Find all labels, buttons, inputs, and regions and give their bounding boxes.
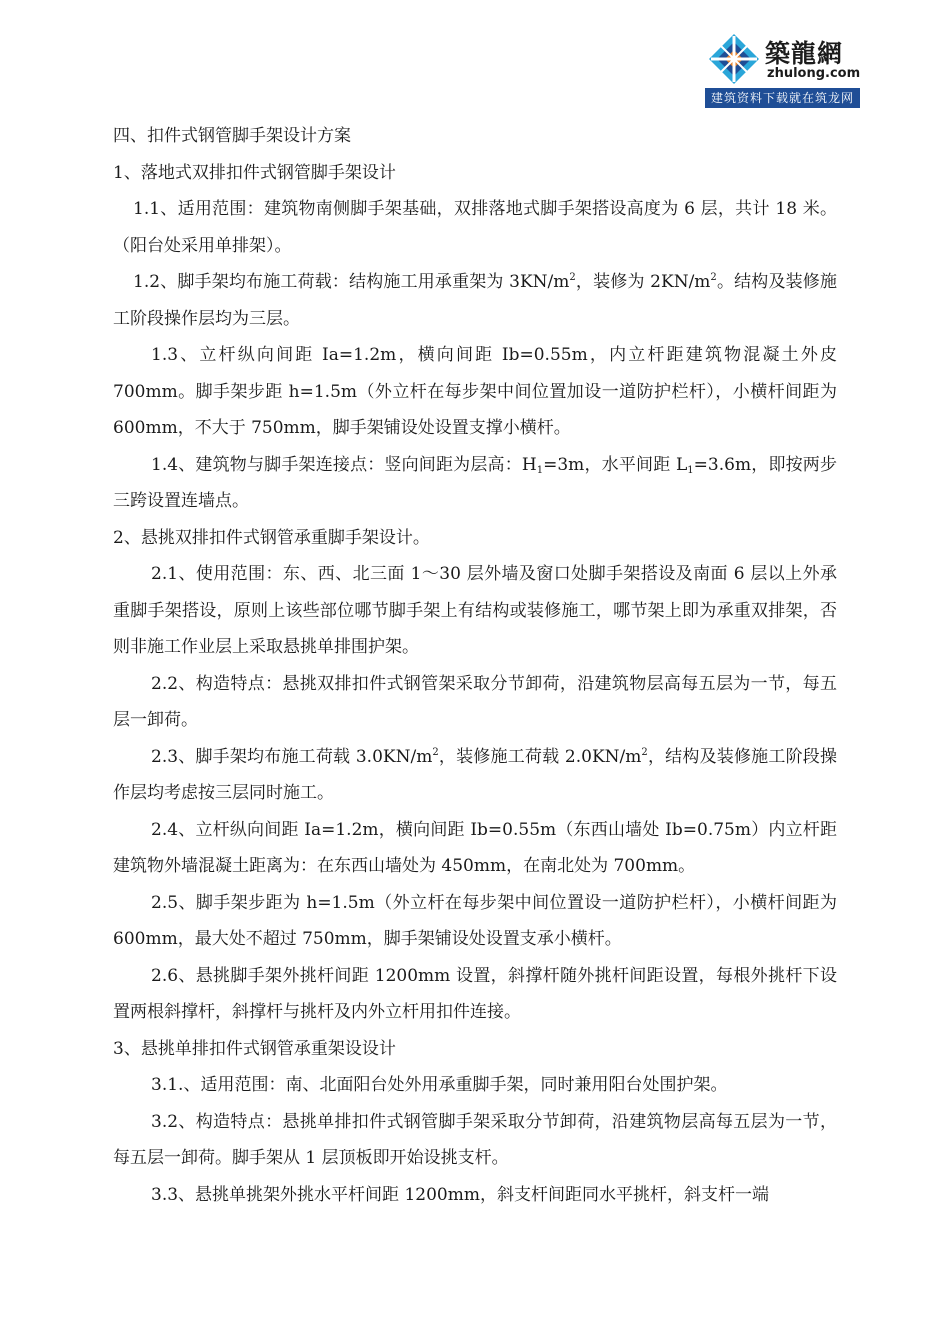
superscript: 2 xyxy=(710,272,717,283)
zhulong-logo xyxy=(705,30,860,108)
paragraph-1-3: 1.3、立杆纵向间距 Ia=1.2m，横向间距 Ib=0.55m，内立杆距建筑物混凝土外皮 700mm。脚手架步距 h=1.5m（外立杆在每步架中间位置加设一道防护栏杆），小横杆间距为 600mm，不大于 750mm，脚手架铺设处设置支撑小横杆。 xyxy=(113,345,837,438)
superscript: 2 xyxy=(641,746,648,758)
paragraph-3-1: 3.1.、适用范围：南、北面阳台处外用承重脚手架，同时兼用阳台处围护架。 xyxy=(151,1075,728,1095)
document-body xyxy=(113,118,837,1213)
paragraph-3-3: 3.3、悬挑单挑架外挑水平杆间距 1200mm，斜支杆间距同水平挑杆，斜支杆一端 xyxy=(151,1184,769,1205)
paragraph-2-3-part-b: ，装修施工荷载 2.0KN/m xyxy=(438,746,642,767)
logo-name: 築龍網 xyxy=(765,39,844,68)
paragraph-1-4-part-b: =3m，水平间距 L xyxy=(543,454,688,475)
paragraph-2-3-part-c: ，结构及装修施工阶段操作层均考虑按三层同时施工。 xyxy=(113,746,837,803)
paragraph-1-4 xyxy=(113,447,837,520)
snowflake-logo-icon xyxy=(707,32,761,86)
paragraph-1-2 xyxy=(113,264,837,337)
paragraph-2-5: 2.5、脚手架步距为 h=1.5m（外立杆在每步架中间位置设一道防护栏杆），小横杆间距为 600mm，最大处不超过 750mm，脚手架铺设处设置支承小横杆。 xyxy=(113,892,837,949)
paragraph-1-2-part-a: 1.2、脚手架均布施工荷载：结构施工用承重架为 3KN/m xyxy=(133,272,570,292)
paragraph-2-2: 2.2、构造特点：悬挑双排扣件式钢管架采取分节卸荷，沿建筑物层高每五层为一节，每五层一卸荷。 xyxy=(113,673,837,730)
paragraph-2-3-part-a: 2.3、脚手架均布施工荷载 3.0KN/m xyxy=(151,746,433,767)
paragraph-2-4: 2.4、立杆纵向间距 Ia=1.2m，横向间距 Ib=0.55m（东西山墙处 Ib=0.75m）内立杆距建筑物外墙混凝土距离为：在东西山墙处为 450mm，在南北处为 700mm。 xyxy=(113,819,837,876)
paragraph-2-6: 2.6、悬挑脚手架外挑杆间距 1200mm 设置，斜撑杆随外挑杆间距设置，每根外挑杆下设置两根斜撑杆，斜撑杆与挑杆及内外立杆用扣件连接。 xyxy=(113,965,837,1022)
subscript: 1 xyxy=(536,464,544,476)
section-1-heading: 1、落地式双排扣件式钢管脚手架设计 xyxy=(113,162,396,183)
section-3-heading: 3、悬挑单排扣件式钢管承重架设设计 xyxy=(113,1038,396,1059)
superscript: 2 xyxy=(432,746,439,758)
subscript: 1 xyxy=(687,464,694,476)
paragraph-3-2: 3.2、构造特点：悬挑单排扣件式钢管脚手架采取分节卸荷，沿建筑物层高每五层为一节，每五层一卸荷。脚手架从 1 层顶板即开始设挑支杆。 xyxy=(113,1111,837,1168)
logo-slogan: 建筑资料下载就在筑龙网 xyxy=(705,88,860,108)
paragraph-1-2-part-c: 。结构及装修施工阶段操作层均为三层。 xyxy=(113,272,837,329)
paragraph-2-3 xyxy=(113,739,837,812)
paragraph-1-1: 1.1、适用范围：建筑物南侧脚手架基础，双排落地式脚手架搭设高度为 6 层，共计 18 米。（阳台处采用单排架）。 xyxy=(113,199,837,256)
superscript: 2 xyxy=(569,272,576,283)
paragraph-1-4-part-c: =3.6m，即按两步三跨设置连墙点。 xyxy=(113,454,837,511)
logo-domain: zhulong.com xyxy=(767,66,861,81)
doc-title: 四、扣件式钢管脚手架设计方案 xyxy=(113,126,351,146)
paragraph-1-4-part-a: 1.4、建筑物与脚手架连接点：竖向间距为层高：H xyxy=(151,454,537,475)
logo-top xyxy=(705,30,860,88)
section-2-heading: 2、悬挑双排扣件式钢管承重脚手架设计。 xyxy=(113,527,430,548)
paragraph-1-2-part-b: ，装修为 2KN/m xyxy=(575,272,711,292)
paragraph-2-1: 2.1、使用范围：东、西、北三面 1～30 层外墙及窗口处脚手架搭设及南面 6 层以上外承重脚手架搭设，原则上该些部位哪节脚手架上有结构或装修施工，哪节架上即为承重双排架，否则非施工作业层上采取悬挑单排围护架。 xyxy=(113,564,837,657)
